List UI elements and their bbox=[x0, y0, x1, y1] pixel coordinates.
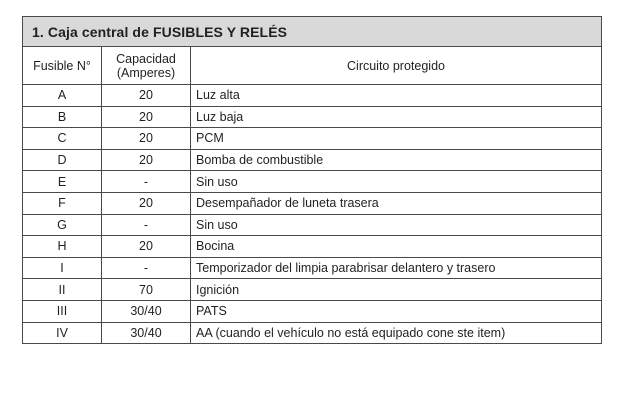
header-capacity bbox=[102, 47, 191, 85]
cell-capacity: 30/40 bbox=[102, 300, 191, 322]
cell-capacity: 20 bbox=[102, 106, 191, 128]
table-title-row bbox=[23, 17, 602, 47]
table-row bbox=[23, 192, 602, 214]
table-row bbox=[23, 236, 602, 258]
header-protected-circuit: Circuito protegido bbox=[191, 47, 602, 85]
cell-circuit: Desempañador de luneta trasera bbox=[191, 192, 602, 214]
table-row bbox=[23, 149, 602, 171]
cell-capacity: 20 bbox=[102, 192, 191, 214]
cell-fuse: H bbox=[23, 236, 102, 258]
header-capacity-line2: (Amperes) bbox=[116, 65, 176, 80]
cell-fuse: III bbox=[23, 300, 102, 322]
cell-capacity: 20 bbox=[102, 128, 191, 150]
cell-fuse: C bbox=[23, 128, 102, 150]
cell-capacity: 30/40 bbox=[102, 322, 191, 344]
cell-circuit: PCM bbox=[191, 128, 602, 150]
cell-circuit: PATS bbox=[191, 300, 602, 322]
cell-circuit: Sin uso bbox=[191, 171, 602, 193]
cell-circuit: Ignición bbox=[191, 279, 602, 301]
table-row bbox=[23, 128, 602, 150]
cell-fuse: E bbox=[23, 171, 102, 193]
cell-fuse: B bbox=[23, 106, 102, 128]
cell-circuit: Bomba de combustible bbox=[191, 149, 602, 171]
table-row bbox=[23, 257, 602, 279]
table-row bbox=[23, 85, 602, 107]
table-title: 1. Caja central de FUSIBLES Y RELÉS bbox=[23, 17, 602, 47]
cell-capacity: 20 bbox=[102, 236, 191, 258]
cell-capacity: 70 bbox=[102, 279, 191, 301]
cell-circuit: Sin uso bbox=[191, 214, 602, 236]
cell-capacity: - bbox=[102, 171, 191, 193]
cell-capacity: 20 bbox=[102, 85, 191, 107]
cell-capacity: 20 bbox=[102, 149, 191, 171]
cell-fuse: I bbox=[23, 257, 102, 279]
cell-capacity: - bbox=[102, 214, 191, 236]
cell-capacity: - bbox=[102, 257, 191, 279]
cell-circuit: Luz alta bbox=[191, 85, 602, 107]
cell-fuse: D bbox=[23, 149, 102, 171]
cell-fuse: IV bbox=[23, 322, 102, 344]
header-fuse-number: Fusible N° bbox=[23, 47, 102, 85]
cell-fuse: A bbox=[23, 85, 102, 107]
cell-circuit: Luz baja bbox=[191, 106, 602, 128]
cell-fuse: G bbox=[23, 214, 102, 236]
table-row bbox=[23, 214, 602, 236]
cell-circuit: Bocina bbox=[191, 236, 602, 258]
table-row bbox=[23, 322, 602, 344]
header-capacity-line1: Capacidad bbox=[116, 51, 176, 66]
table-row bbox=[23, 171, 602, 193]
cell-circuit: Temporizador del limpia parabrisar delantero y trasero bbox=[191, 257, 602, 279]
cell-fuse: F bbox=[23, 192, 102, 214]
table-row bbox=[23, 106, 602, 128]
table-header-row bbox=[23, 47, 602, 85]
table-row bbox=[23, 300, 602, 322]
cell-circuit: AA (cuando el vehículo no está equipado cone ste item) bbox=[191, 322, 602, 344]
cell-fuse: II bbox=[23, 279, 102, 301]
fuse-relay-table bbox=[22, 16, 602, 344]
table-row bbox=[23, 279, 602, 301]
